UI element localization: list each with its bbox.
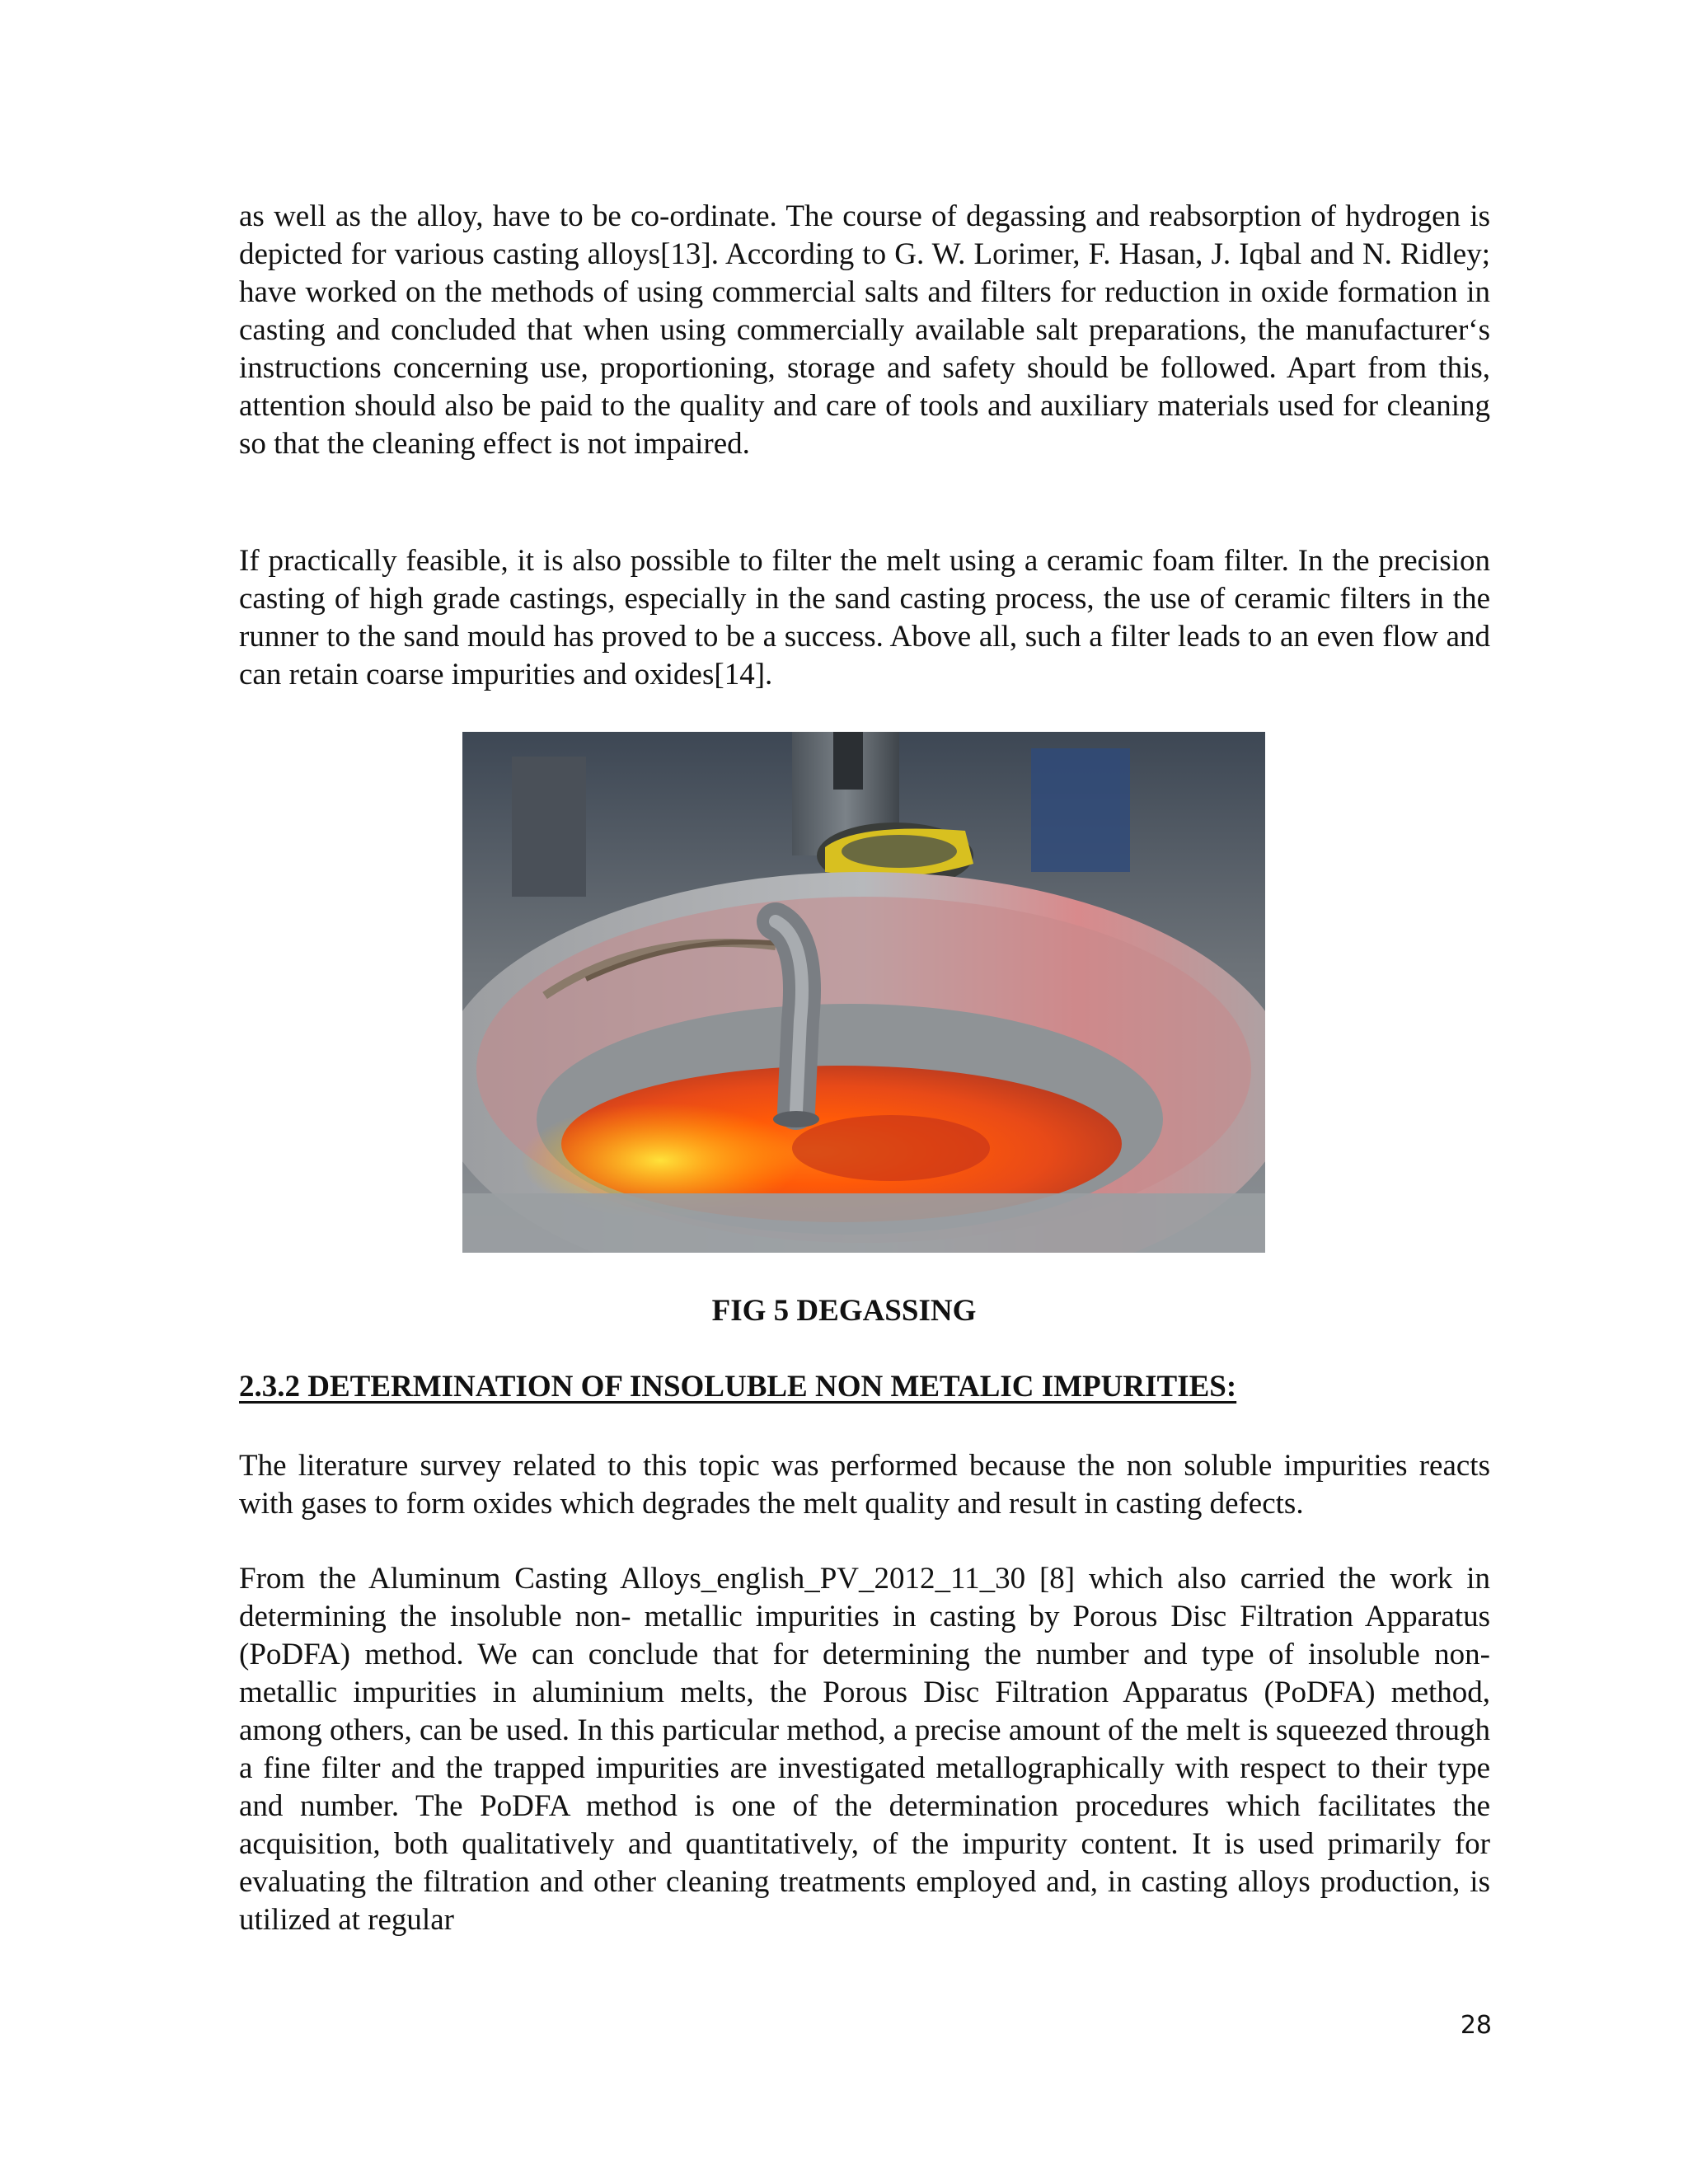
paragraph-literature-survey: The literature survey related to this topic was performed because the non soluble impurities reacts with gases to form oxides which degrades the melt quality and result in casting defects. xyxy=(239,1449,1490,1521)
page-number: 28 xyxy=(1460,2011,1492,2040)
figure-caption: FIG 5 DEGASSING xyxy=(711,1294,977,1328)
paragraph-ceramic-filter: If practically feasible, it is also possible to filter the melt using a ceramic foam filter. In the precision casting of high grade castings, especially in the sand casting process, the use of ceramic filters in the runner to the sand mould has proved to be a success. Above all, such a filter leads to an even flow and can retain coarse impurities and oxides[14]. xyxy=(239,544,1490,691)
paragraph-podfa-method: From the Aluminum Casting Alloys_english_PV_2012_11_30 [8] which also carried the work in determining the insoluble non- metallic impurities in casting by Porous Disc Filtration Apparatus (PoDFA) method. We can conclude that for determining the number and type of insoluble non-metallic impurities in aluminium melts, the Porous Disc Filtration Apparatus (PoDFA) method, among others, can be used. In this particular method, a precise amount of the melt is squeezed through a fine filter and the trapped impurities are investigated metallographically with respect to their type and number. The PoDFA method is one of the determination procedures which facilitates the acquisition, both qualitatively and quantitatively, of the impurity content. It is used primarily for evaluating the filtration and other cleaning treatments employed and, in casting alloys production, is utilized at regular xyxy=(239,1562,1490,1937)
section-heading: 2.3.2 DETERMINATION OF INSOLUBLE NON METALIC IMPURITIES: xyxy=(239,1370,1237,1404)
paragraph-degassing-and-salts: as well as the alloy, have to be co-ordinate. The course of degassing and reabsorption of hydrogen is depicted for various casting alloys[13]. According to G. W. Lorimer, F. Hasan, J. Iqbal and N. Ridley; have worked on the methods of using commercial salts and filters for reduction in oxide formation in casting and concluded that when using commercially available salt preparations, the manufacturer‘s instructions concerning use, proportioning, storage and safety should be followed. Apart from this, attention should also be paid to the quality and care of tools and auxiliary materials used for cleaning so that the cleaning effect is not impaired. xyxy=(239,199,1490,461)
degassing-furnace-photo xyxy=(462,732,1265,1253)
